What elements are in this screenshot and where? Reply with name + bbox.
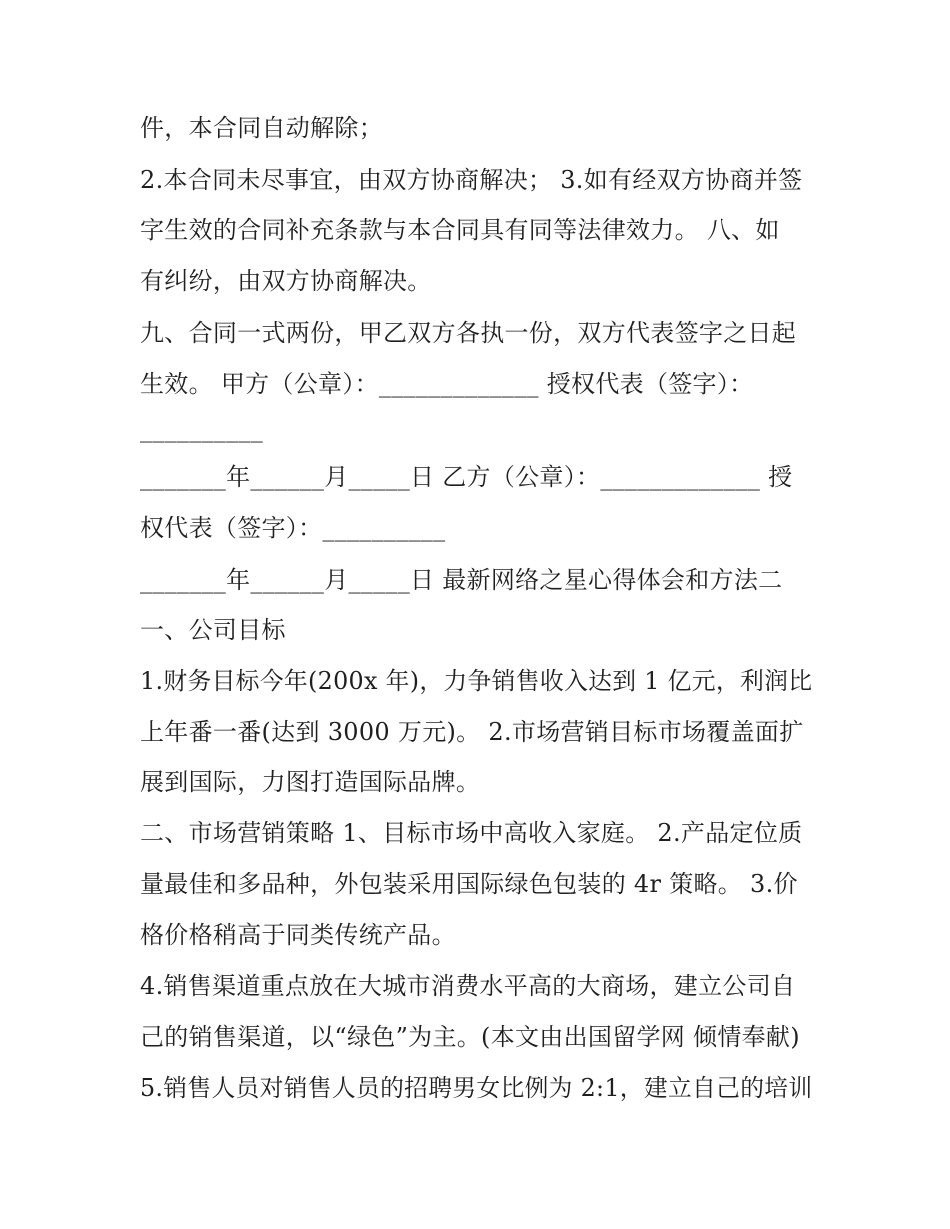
text-line-12: 1.财务目标今年(200x 年)，力争销售收入达到 1 亿元，利润比 — [140, 667, 813, 695]
text-line-7: __________ — [140, 415, 263, 443]
text-line-14: 展到国际，力图打造国际品牌。 — [140, 768, 481, 796]
text-line-13: 上年番一番(达到 3000 万元)。 2.市场营销目标市场覆盖面扩 — [140, 718, 804, 746]
text-line-10: _______年______月_____日 最新网络之星心得体会和方法二 — [140, 566, 783, 594]
text-line-5: 九、合同一式两份，甲乙双方各执一份，双方代表签字之日起 — [140, 319, 797, 347]
text-line-6: 生效。 甲方（公章）：_____________ 授权代表（签字）： — [140, 370, 754, 398]
text-line-4: 有纠纷，由双方协商解决。 — [140, 267, 432, 295]
text-line-19: 己的销售渠道，以“绿色”为主。(本文由出国留学网 倾情奉献) — [140, 1023, 800, 1051]
text-line-2: 2.本合同未尽事宜，由双方协商解决； 3.如有经双方协商并签 — [140, 166, 803, 194]
text-line-8: _______年______月_____日 乙方（公章）：_____________ 授 — [140, 463, 793, 491]
text-line-17: 格价格稍高于同类传统产品。 — [140, 921, 456, 949]
text-line-9: 权代表（签字）：__________ — [140, 514, 446, 542]
text-line-1: 件，本合同自动解除； — [140, 114, 383, 142]
text-line-16: 量最佳和多品种，外包装采用国际绿色包装的 4r 策略。 3.价 — [140, 870, 798, 898]
text-line-11: 一、公司目标 — [140, 616, 286, 644]
text-line-20: 5.销售人员对销售人员的招聘男女比例为 2:1，建立自己的培训 — [140, 1074, 813, 1102]
text-line-15: 二、市场营销策略 1、目标市场中高收入家庭。 2.产品定位质 — [140, 819, 803, 847]
text-line-18: 4.销售渠道重点放在大城市消费水平高的大商场，建立公司自 — [140, 972, 796, 1000]
text-line-3: 字生效的合同补充条款与本合同具有同等法律效力。 八、如 — [140, 216, 780, 244]
